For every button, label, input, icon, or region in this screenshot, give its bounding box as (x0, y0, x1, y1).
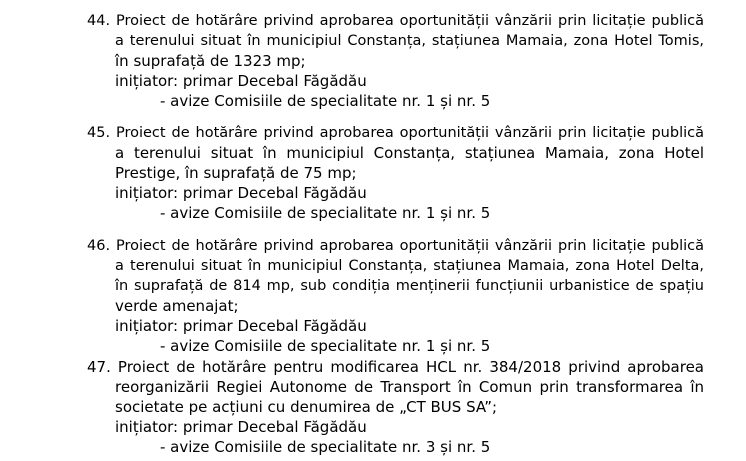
avize-line: - avize Comisiile de specialitate nr. 1 și nr. 5 (160, 204, 491, 222)
avize-line: - avize Comisiile de specialitate nr. 1 și nr. 5 (160, 92, 491, 110)
initiator-line: inițiator: primar Decebal Făgădău (115, 317, 367, 335)
item-title-line-3: Prestige, în suprafață de 75 mp; (115, 164, 357, 182)
item-title-line-3: în suprafață de 814 mp, sub condiția menținerii funcțiunii urbanistice de spațiu (115, 278, 704, 294)
initiator-line: inițiator: primar Decebal Făgădău (115, 72, 367, 90)
avize-line: - avize Comisiile de specialitate nr. 1 și nr. 5 (160, 337, 491, 355)
item-title-line-1: 45. Proiect de hotărâre privind aprobarea oportunității vânzării prin licitație publică (87, 125, 704, 141)
item-title-line-2: a terenului situat în municipiul Constanța, stațiunea Mamaia, zona Hotel (115, 144, 704, 162)
avize-line: - avize Comisiile de specialitate nr. 3 și nr. 5 (160, 438, 491, 456)
item-title-line-3: societate pe acțiuni cu denumirea de „CT BUS SA”; (115, 398, 498, 416)
initiator-line: inițiator: primar Decebal Făgădău (115, 418, 367, 436)
item-title-line-2: a terenului situat în municipiul Constanța, stațiunea Mamaia, zona Hotel Delta, (115, 258, 704, 274)
item-title-line-4: verde amenajat; (115, 297, 239, 315)
item-title-line-1: 46. Proiect de hotărâre privind aprobarea oportunității vânzării prin licitație publică (87, 238, 704, 254)
initiator-line: inițiator: primar Decebal Făgădău (115, 184, 367, 202)
item-title-line-2: a terenului situat în municipiul Constanța, stațiunea Mamaia, zona Hotel Tomis, (115, 33, 704, 49)
item-title-line-3: în suprafață de 1323 mp; (115, 52, 306, 70)
item-title-line-1: 44. Proiect de hotărâre privind aprobarea oportunității vânzării prin licitație publică (87, 13, 704, 29)
item-title-line-1: 47. Proiect de hotărâre pentru modificarea HCL nr. 384/2018 privind aprobarea (87, 358, 704, 376)
item-title-line-2: reorganizării Regiei Autonome de Transport în Comun prin transformarea în (115, 378, 704, 396)
